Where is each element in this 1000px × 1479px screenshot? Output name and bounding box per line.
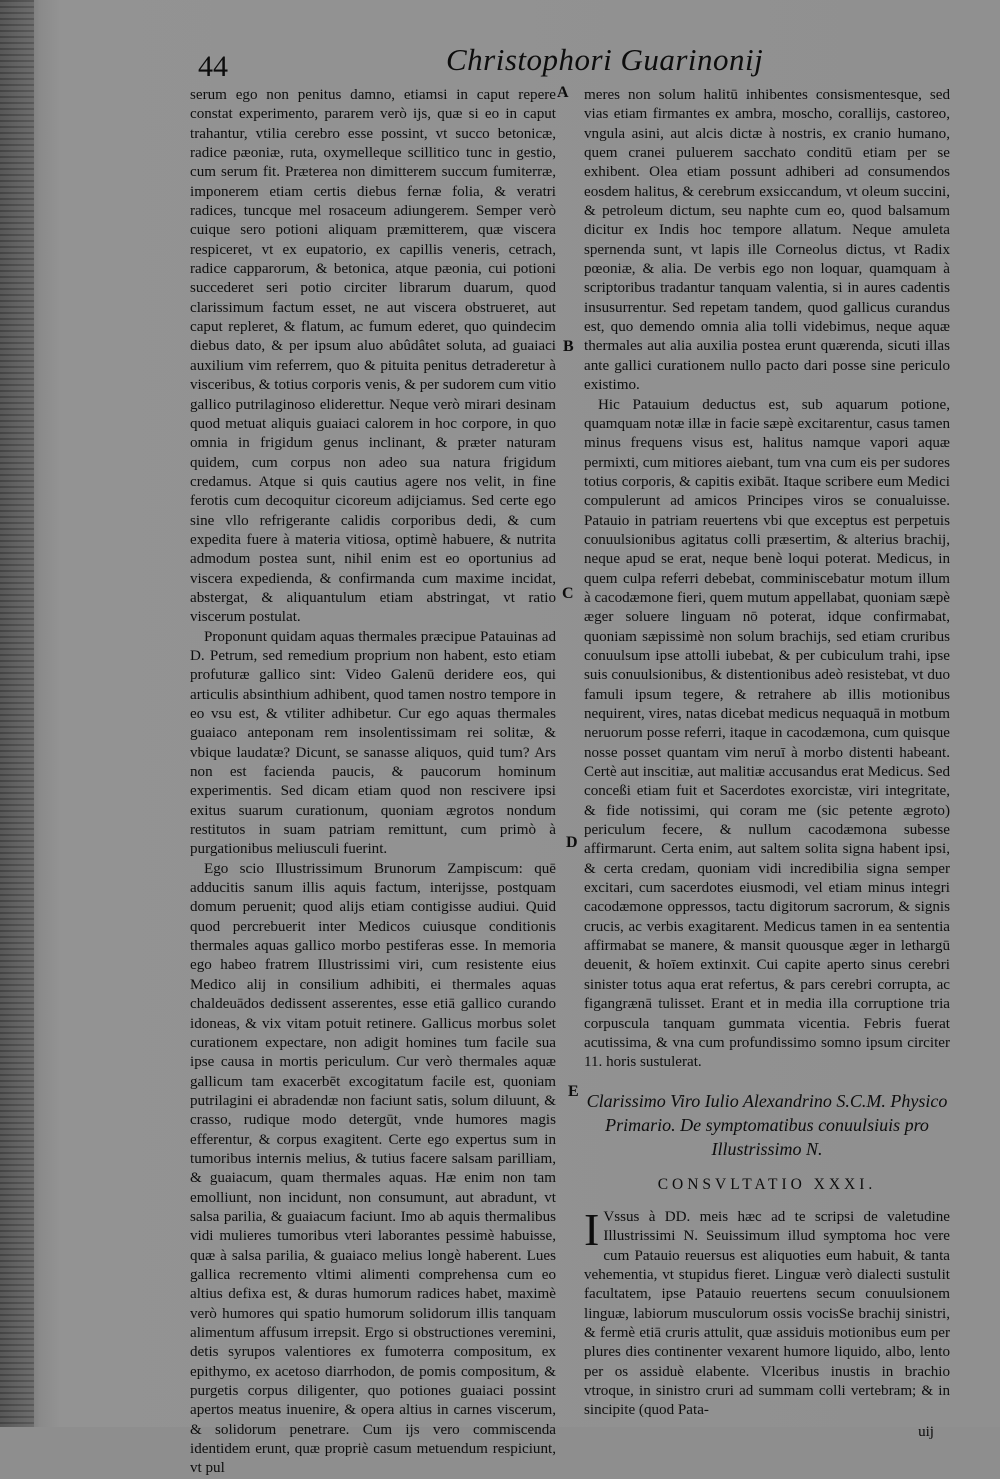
left-paragraph: Proponunt quidam aquas thermales præcipue Patauinas ad D. Petrum, sed remedium proprium non habent, esto etiam profuturæ gallico sint: Video Galenū deridere eos, qui articulis absinthium adhibent, quod tamen nostro tempore in eo vsu est, & vtiliter adhibetur. Cur ego aquas thermales guaiaco anteponam rem insolentissimam rei solitæ, & vbique laudatæ? Dicunt, se sanasse aliquos, quid tum? Ars non est facienda paucis, & paucorum hominum experimentis. Sed dicam etiam quod non rescivere ipsi exitus suarum curationum, quoniam ægrotos nondum restitutos in suam patriam remittunt, cum primò à purgationibus meliusculi fuerint. [190, 628, 556, 858]
page-number: 44 [198, 50, 228, 83]
consultation-body: Vssus à DD. meis hæc ad te scripsi de valetudine Illustrissimi N. Seuissimum illud symptoma hoc vere cum Patauio reuersus est aliquoties eum habuit, & tanta vehementia, vt stupidus fieret. Linguæ verò dialecti sustulit facultatem, ipse Patauio reuertens secum conuulsionem linguæ, labiorum musculorum ossis vocisSe brachij sinistri, & fermè etiā cruris attulit, quæ assiduis motionibus eum per plures dies continenter vexarent humore liquido, albo, lento per os assiduè elabente. Vlceribus inustis in brachio vtroque, in sinistro cruri ad summam colli vertebram; & in sincipite (quod Pata- [584, 1208, 950, 1419]
running-title: Christophori Guarinonij [446, 42, 764, 77]
left-column [190, 86, 556, 1479]
right-paragraph: Hic Patauium deductus est, sub aquarum potione, quamquam notæ illæ in facie sæpè excitarentur, casus tamen minus frequens visus est, halitus namque vapori aquæ permixti, cum mitiores aiebant, tum vna cum eis per sudores totius corporis, & capitis exibāt. Itaque scribere eum Medici compulerunt ad amicos Principes viros se conualuisse. Patauio in patriam reuertens vbi que exceptus est perpetuis conuulsionibus agitatus colli præsertim, & alterius brachij, neque apud se erat, neque benè loqui poterat. Medicus, in quem culpa referri debebat, comminiscebatur motum illum à cacodæmone fieri, quem mutum appellabat, quoniam sæpè æger soluere linguam nō poterat, idque confirmabat, quoniam sæpissimè non solum brachijs, sed etiam cruribus conuulsum ipse attolli iubebat, & per cubiculum trahi, ipse suis conuulsionibus, & distentionibus adeò resistebat, vt duo famuli ipsum tegere, & retrahere ab illis motionibus nequirent, vires, natas dicebat medicus nequaquā in motbum neruorum posse referri, itaque in cacodæmona, cum quisque nosse posset quantam vim neruī à morbo distenti habeant. Certè aut inscitiæ, aut malitiæ accusandus erat Medicus. Sed conceßi etiam fuit et Sacerdotes exorcistæ, viri integritate, & fide notissimi, qui coram me (sic petente ægroto) periculum fecere, & nullum cacodæmona subesse affirmarunt. Certa enim, aut saltem solita signa habent ipsi, & certa credam, quoniam vidi incredibilia signa semper excitari, cum sacerdotes eiusmodi, vel etiam minus integri cacodæmone oppressos, tactu digitorum sacrorum, & signis crucis, ac verbis exagitarent. Medicus tamen in ea sententia affirmabat se manere, & mansit quousque æger in lethargū deuenit, & hoīem extinxit. Cui capite aperto sinus cerebri sinister totus aqua erat refertus, & pars cerebri corrupta, ac figangrænā tulisset. Erant et in media illa corruptione tria corpuscula tanquam gummata vicentia. Febris fuerat acutissima, & vna cum profundissimo somno ipsum circiter 11. horis sustulerat. [584, 396, 950, 1071]
margin-marker-a: A [557, 84, 569, 101]
margin-marker-e: E [568, 1083, 579, 1100]
right-column [584, 86, 950, 1442]
margin-marker-b: B [563, 338, 574, 355]
left-paragraph: Ego scio Illustrissimum Brunorum Zampiscum: quē adducitis sanum illis aquis factum, interijsse, postquam domum peruenit; quod alijs etiam contigisse audiui. Quid quod percrebuerit inter Medicos cuiusque conditionis thermales aquas gallico morbo pestiferas esse. In memoria ego habeo fratrem Illustrissimi viri, cum resistente eius Medico alij in consilium adhibiti, ei thermales aquas chaldeuādos dedissent asserentes, esse etiā gallico curando idoneas, & vix vitam potuit retinere. Gallicus morbus solet curationem expectare, non adigit homines tum facile sua ipse causa in mortis periculum. Cur verò thermales aquæ gallicum tam exacerbēt excogitatum facile est, quoniam putrilagini ei abradendæ non faciunt satis, solum diluunt, & crasso, rudique modo detergūt, vnde humores magis efferentur, & corpus exagitent. Certe ego expertus sum in tumoribus internis melius, & tutius facere salsam parilliam, & guaiacum, quam thermales aquas. Hæ enim non tam emolliunt, non incidunt, non consumunt, aut abradunt, vt salsa parilia, & guaiacum faciunt. Imo ab aquis thermalibus vidi mulieres tumoribus vteri laborantes pessimè habuisse, quæ à salsa parilia, & guaiaco melius longè haberent. Lues gallica recremento vltimi alimenti comprehensa cum eo altius defixa est, & duras humorum radices habet, maximè verò humores qui spatio humorum solidorum illis tanquam alimentum affusum irrepsit. Ergo si obstructiones veremini, detis syrupos valentiores ex fumoterra compositum, ex epithymo, ex acetoso diarrhodon, de pomis compositum, & purgetis corpus diligenter, quo potiones guaiaci possint apertos meatus inuenire, & opera altius in carnes viscerum, & solidorum penetrare. Cum ijs vero commiscenda identidem erunt, quæ propriè casum metuendum respiciunt, vt pul [190, 860, 556, 1477]
margin-marker-d: D [566, 834, 578, 851]
margin-marker-c: C [562, 585, 574, 602]
binding-gutter [0, 0, 34, 1427]
left-paragraph: serum ego non penitus damno, etiamsi in caput repere constat experimento, pararem verò ijs, quæ si eo in caput trahantur, vtilia cerebro esse possint, vt succo betonicæ, radice pæoniæ, ruta, oxymelleque scillitico tunc in gestio, cum serum fit. Præterea non dimitterem succum fumiterræ, imponerem etiam certis diebus fernæ folia, & veratri radices, tuncque mel rosaceum adiungerem. Semper verò cuique sero potioni aliquam præmitterem, quæ viscera respiceret, vt ex eupatorio, ex capillis veneris, cetrach, radice capparorum, & betonica, atque pæonia, cui potioni succederet seri potio circiter librarum duarum, quod clarissimum factum esset, ne aut viscera obstrueret, aut caput repleret, & flatum, ac fumum ederet, quo quindecim diebus dato, & per ipsum aluo abûdâtet soluta, ad guaiaci auxilium vim referrem, quo & pituita penitus detraderetur à visceribus, & totius corporis venis, & per sudorem cum vitio gallico putrilaginoso eliderettur. Neque verò mirari desinam quod metuat aliquis guaiaci calorem in hoc corpore, in quo omnia in frigidum genus inclinant, & præter naturam quidem, cum corpus non adeo sua natura frigidum credamus. Atque si quis cautius agere nos velit, in fine ferotis cum decoquitur cicoreum adijciamus. Sed certe ego sine vllo refrigerante calidis corporibus dedi, & cum expedita fuere à materia vitiosa, optimè habuere, & nutrita admodum postea sunt, nihil enim est eo oportunius ad viscera expedienda, & confirmanda cum maxime incidat, abstergat, & aliquantulum etiam abstringat, vt ratio viscerum postulat. [190, 87, 556, 626]
consultation-heading: Clarissimo Viro Iulio Alexandrino S.C.M. Physico Primario. De symptomatibus conuulsiuis pro Illustrissimo N. [586, 1090, 948, 1159]
right-paragraph: meres non solum halitū inhibentes consismentesque, sed vias etiam firmantes ex ambra, moscho, corallijs, castoreo, vngula asini, aut alcis dictæ à nostris, ex cranio humano, quem cranei puluerem sacchato conditū etiam per se exhibent. Olea etiam possunt adhiberi ad consumendos eosdem halitus, & cerebrum exsiccandum, vt oleum succini, & petroleum dictum, seu naphte cum eo, quod balsamum dicitur ex Indis hoc tempore allatum. Neque amuleta spernenda sunt, vt lapis ille Corneolus dictus, vt Radix pœoniæ, & alia. De verbis ego non loquar, quamquam à scriptoribus tradantur tanquam valentia, si in aures cadentis insusurrentur. Sed repetam tandem, quod gallicus curandus est, quo demendo omnia alia tolli videbimus, neque aquæ thermales aut alia auxilia postea erunt quærenda, sicuti illas ante gallici curationem nullo pacto dari posse sine periculo existimo. [584, 87, 950, 394]
signature-mark: uij [918, 1423, 934, 1440]
drop-cap: I [584, 1203, 600, 1255]
consultation-text [584, 1203, 950, 1421]
consultation-number: CONSVLTATIO XXXI. [657, 1175, 877, 1193]
